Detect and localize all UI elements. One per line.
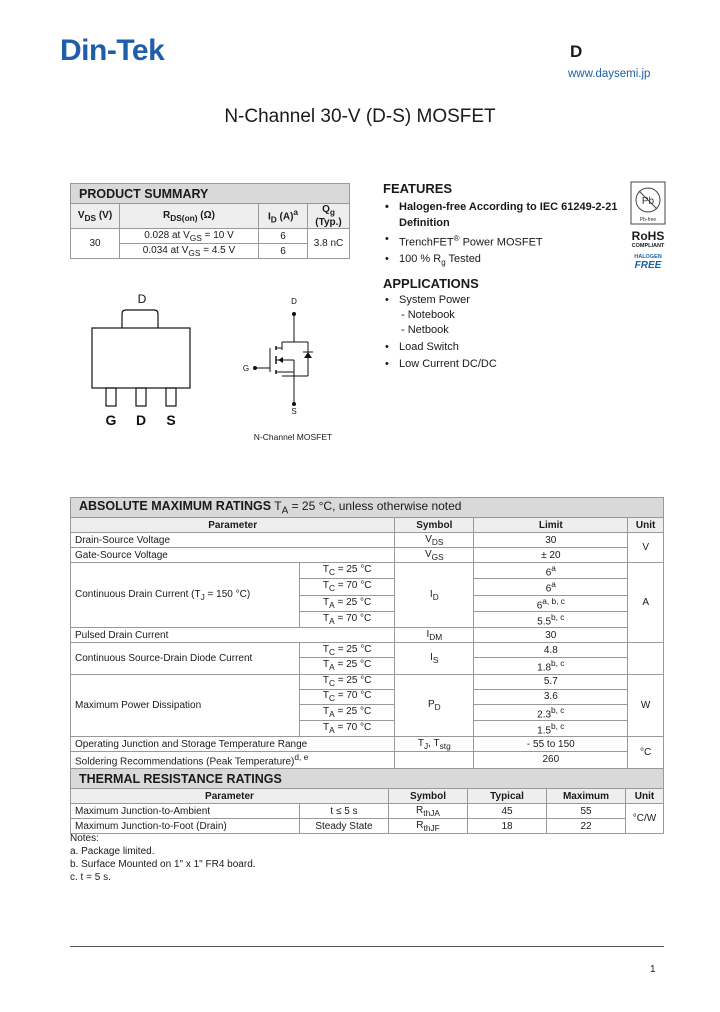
table-row: $T_A = 25$ °C 6$^{a, b, c}$ bbox=[71, 595, 664, 611]
svg-text:G: G bbox=[242, 364, 250, 373]
package-outline-diagram bbox=[80, 290, 210, 430]
table-row: Continuous Drain Current ($T_J = 150$ °C) $T_C = 25$ °C $I_D$ 6$^a$ A bbox=[71, 563, 664, 579]
col-rdson: $R_{DS(on)}$ (Ω) bbox=[120, 204, 259, 229]
table-row: $T_A = 25$ °C 2.3$^{b, c}$ bbox=[71, 704, 664, 720]
table-row: Gate-Source Voltage $V_{GS}$ ± 20 bbox=[71, 548, 664, 563]
footer-rule bbox=[70, 946, 664, 947]
table-row: Soldering Recommendations (Peak Temperature)$^{d, e}$ 260 bbox=[71, 752, 664, 768]
halogen-free: FREE bbox=[634, 260, 662, 271]
brand-logo: Din-Tek bbox=[60, 34, 165, 67]
thermal-col-symbol: Symbol bbox=[389, 789, 468, 804]
halogen-label: HALOGEN bbox=[634, 254, 662, 260]
id-row-1: 6 bbox=[259, 229, 308, 244]
notes-heading: Notes: bbox=[70, 833, 99, 844]
rdson-row-1: 0.028 at $V_{GS} = 10$ V bbox=[120, 229, 259, 244]
table-row: Maximum Junction-to-Ambient t ≤ 5 s $R_{thJA}$ 45 55 °C/W bbox=[71, 804, 664, 819]
applications-title: APPLICATIONS bbox=[383, 276, 479, 291]
table-row: Pulsed Drain Current $I_{DM}$ 30 bbox=[71, 628, 664, 643]
page-number: 1 bbox=[650, 964, 656, 975]
thermal-col-maximum: Maximum bbox=[547, 789, 626, 804]
pb-free-icon bbox=[630, 181, 666, 225]
feature-item-halogen: • Halogen-free According to IEC 61249-2-21 Definition bbox=[399, 199, 629, 231]
svg-text:Pb: Pb bbox=[641, 196, 655, 207]
summary-title: PRODUCT SUMMARY bbox=[71, 184, 350, 204]
thermal-title: THERMAL RESISTANCE RATINGS bbox=[71, 769, 664, 789]
qg-value: 3.8 nC bbox=[308, 229, 350, 259]
absmax-col-unit: Unit bbox=[628, 518, 664, 533]
table-row: $T_C = 70$ °C 6$^a$ bbox=[71, 579, 664, 595]
absmax-col-symbol: Symbol bbox=[395, 518, 474, 533]
thermal-col-parameter: Parameter bbox=[71, 789, 389, 804]
table-row: Maximum Junction-to-Foot (Drain) Steady State $R_{thJF}$ 18 22 bbox=[71, 819, 664, 834]
absolute-max-ratings-table bbox=[70, 497, 664, 769]
rohs-label: RoHS bbox=[631, 229, 665, 243]
features-list bbox=[399, 199, 629, 271]
compliance-badges bbox=[628, 181, 668, 271]
pkg-label-d2: D bbox=[135, 412, 147, 428]
app-item-system-power: • System Power bbox=[399, 293, 599, 308]
vds-value: 30 bbox=[71, 229, 120, 259]
app-item-netbook: - Netbook bbox=[401, 324, 449, 336]
absmax-title: ABSOLUTE MAXIMUM RATINGS $T_A = 25$ °C, unless otherwise noted bbox=[71, 498, 664, 518]
website-link[interactable]: www.daysemi.jp bbox=[568, 68, 651, 80]
feature-item-trenchfet: • TrenchFET® Power MOSFET bbox=[399, 231, 629, 251]
table-row: Drain-Source Voltage $V_{DS}$ 30 V bbox=[71, 533, 664, 548]
rohs-compliant: COMPLIANT bbox=[631, 243, 665, 249]
thermal-resistance-table bbox=[70, 768, 664, 834]
col-qg: $Q_g$ (Typ.) bbox=[308, 204, 350, 229]
note-a: a. Package limited. bbox=[70, 846, 155, 857]
part-number: D bbox=[570, 42, 583, 61]
svg-text:S: S bbox=[291, 407, 297, 416]
table-row: $T_C = 70$ °C 3.6 bbox=[71, 689, 664, 704]
app-item-load-switch: • Load Switch bbox=[399, 340, 599, 355]
thermal-col-typical: Typical bbox=[468, 789, 547, 804]
product-summary-table bbox=[70, 183, 350, 259]
features-title: FEATURES bbox=[383, 181, 453, 196]
note-b: b. Surface Mounted on 1" x 1" FR4 board. bbox=[70, 859, 256, 870]
pkg-label-s: S bbox=[166, 412, 176, 428]
mosfet-schematic-diagram bbox=[238, 294, 348, 420]
absmax-col-limit: Limit bbox=[474, 518, 628, 533]
pkg-label-d: D bbox=[137, 292, 147, 306]
note-c: c. t = 5 s. bbox=[70, 872, 111, 883]
svg-text:Pb-free: Pb-free bbox=[639, 217, 657, 223]
app-item-notebook: - Notebook bbox=[401, 309, 455, 321]
header-rule bbox=[60, 67, 188, 68]
table-row: Continuous Source-Drain Diode Current $T_C = 25$ °C $I_S$ 4.8 bbox=[71, 643, 664, 658]
rdson-row-2: 0.034 at $V_{GS} = 4.5$ V bbox=[120, 244, 259, 259]
svg-text:D: D bbox=[291, 297, 297, 306]
table-row: $T_A = 70$ °C 5.5$^{b, c}$ bbox=[71, 611, 664, 627]
page-title: N-Channel 30-V (D-S) MOSFET bbox=[224, 106, 496, 127]
schematic-caption: N-Channel MOSFET bbox=[253, 432, 333, 442]
feature-item-rg: • 100 % $R_g$ Tested bbox=[399, 251, 629, 271]
pkg-label-g: G bbox=[105, 412, 117, 428]
table-row: $T_A = 25$ °C 1.8$^{b, c}$ bbox=[71, 658, 664, 674]
id-row-2: 6 bbox=[259, 244, 308, 259]
applications-list bbox=[399, 293, 599, 372]
table-row: Maximum Power Dissipation $T_C = 25$ °C $P_D$ 5.7 W bbox=[71, 674, 664, 689]
table-row: $T_A = 70$ °C 1.5$^{b, c}$ bbox=[71, 720, 664, 736]
app-item-low-current: • Low Current DC/DC bbox=[399, 357, 599, 372]
col-id: $I_D$ $(A)^a$ bbox=[259, 204, 308, 229]
absmax-col-parameter: Parameter bbox=[71, 518, 395, 533]
table-row: Operating Junction and Storage Temperature Range $T_J$, $T_{stg}$ - 55 to 150 °C bbox=[71, 737, 664, 752]
col-vds: $V_{DS}$ (V) bbox=[71, 204, 120, 229]
thermal-col-unit: Unit bbox=[626, 789, 664, 804]
